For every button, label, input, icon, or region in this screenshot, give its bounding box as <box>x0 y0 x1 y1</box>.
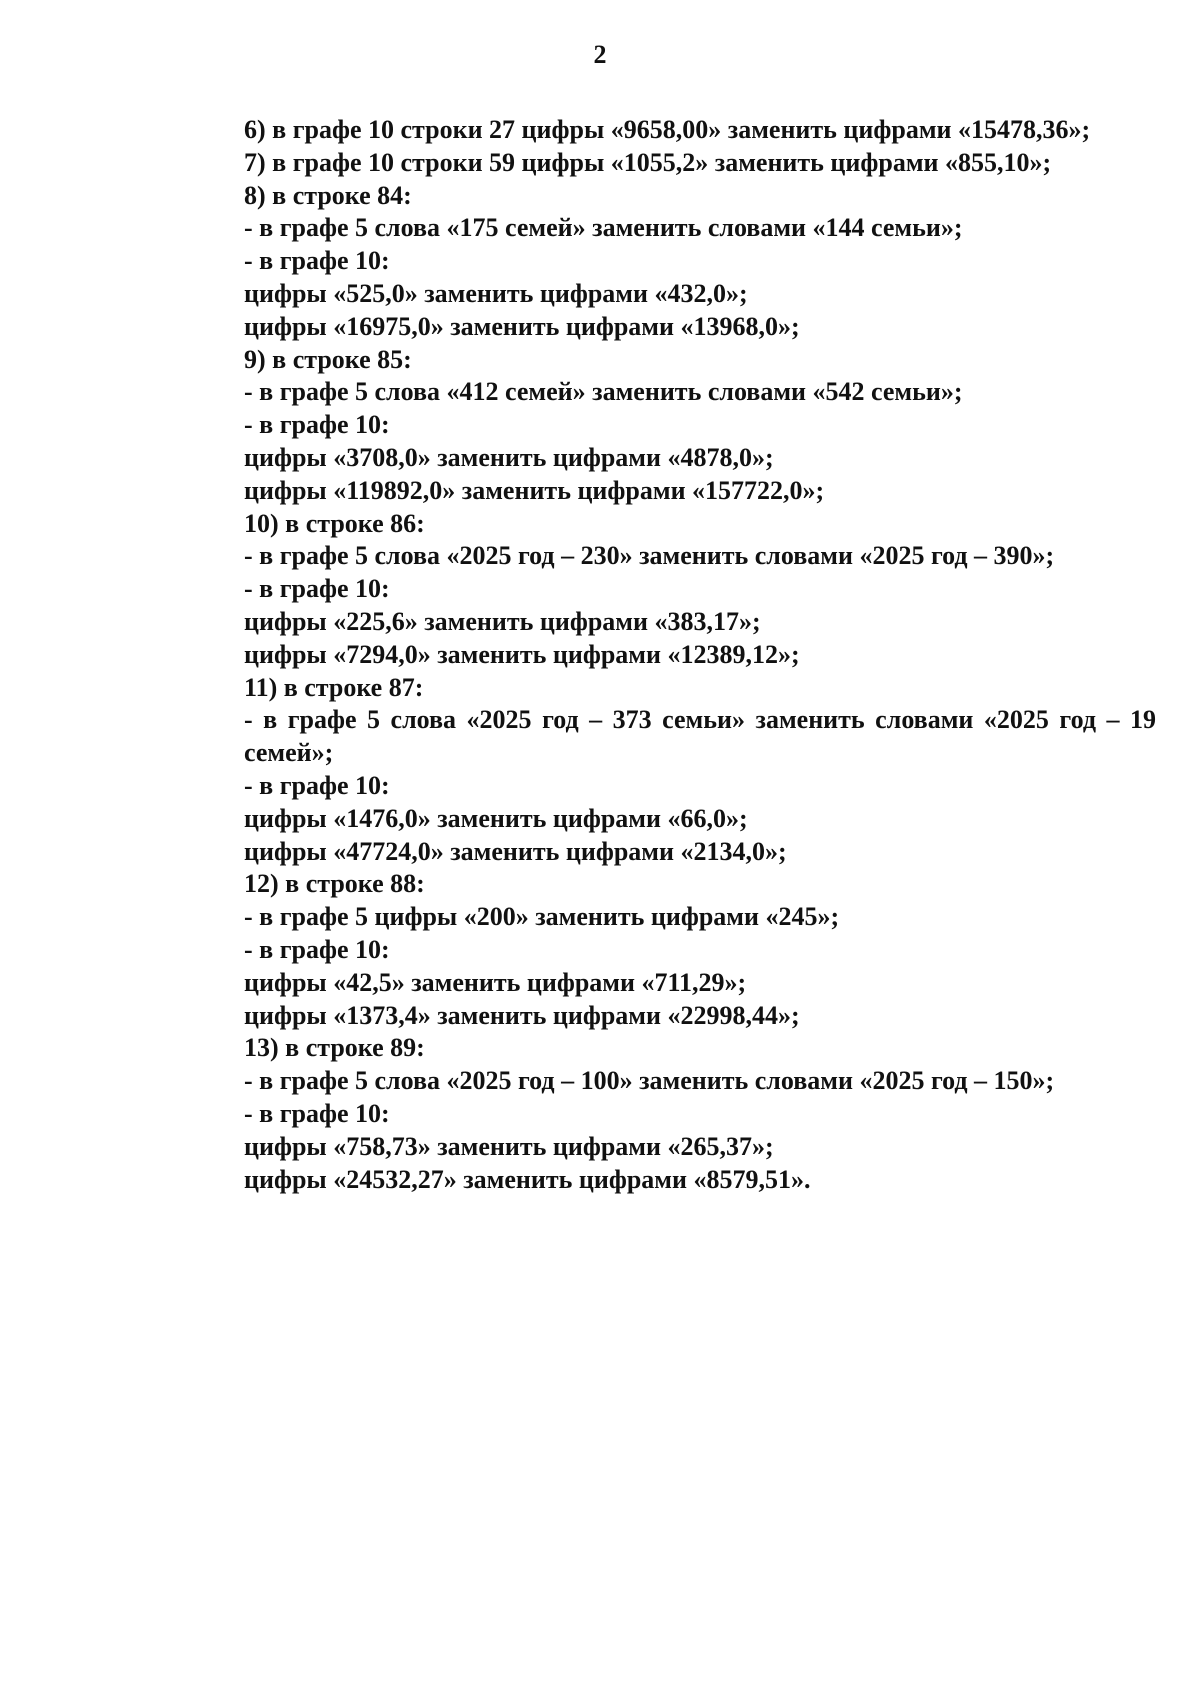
paragraph-line: 6) в графе 10 строки 27 цифры «9658,00» заменить цифрами «15478,36»; <box>244 115 1091 144</box>
paragraph-line: 10) в строке 86: <box>244 508 425 538</box>
paragraph-line-wrapped: - в графе 5 слова «2025 год – 373 семьи» заменить словами «2025 год – 19 семей»; <box>244 705 1156 768</box>
paragraph-line: цифры «16975,0» заменить цифрами «13968,0»; <box>244 311 800 341</box>
paragraph-line: цифры «42,5» заменить цифрами «711,29»; <box>244 967 747 997</box>
paragraph-line: цифры «3708,0» заменить цифрами «4878,0»; <box>244 442 774 472</box>
paragraph-line: цифры «1476,0» заменить цифрами «66,0»; <box>244 803 748 833</box>
paragraph-line: - в графе 5 слова «175 семей» заменить словами «144 семьи»; <box>244 213 963 243</box>
paragraph-line: - в графе 10: <box>244 246 390 276</box>
paragraph-line: цифры «225,6» заменить цифрами «383,17»; <box>244 606 761 636</box>
paragraph-line: цифры «24532,27» заменить цифрами «8579,51». <box>244 1164 811 1194</box>
amendments-text <box>172 114 1156 1196</box>
paragraph-line: - в графе 10: <box>244 1098 390 1128</box>
page-number: 2 <box>593 40 607 69</box>
paragraph-line: - в графе 5 цифры «200» заменить цифрами «245»; <box>244 902 840 932</box>
paragraph-line: цифры «525,0» заменить цифрами «432,0»; <box>244 278 748 308</box>
paragraph-line: цифры «758,73» заменить цифрами «265,37»; <box>244 1131 774 1161</box>
paragraph-line: 8) в строке 84: <box>244 180 412 210</box>
paragraph-line: 11) в строке 87: <box>244 672 424 702</box>
paragraph-line: - в графе 5 слова «2025 год – 100» заменить словами «2025 год – 150»; <box>244 1066 1055 1096</box>
paragraph-line: цифры «119892,0» заменить цифрами «157722,0»; <box>244 475 825 505</box>
paragraph-line: 12) в строке 88: <box>244 869 425 899</box>
paragraph-line: цифры «1373,4» заменить цифрами «22998,44»; <box>244 1000 800 1030</box>
paragraph-line: - в графе 10: <box>244 934 390 964</box>
paragraph-line: 9) в строке 85: <box>244 344 412 374</box>
paragraph-line: - в графе 10: <box>244 770 390 800</box>
paragraph-line: 7) в графе 10 строки 59 цифры «1055,2» заменить цифрами «855,10»; <box>244 147 1052 177</box>
paragraph-line: - в графе 10: <box>244 574 390 604</box>
paragraph-line: - в графе 10: <box>244 410 390 440</box>
paragraph-line: цифры «7294,0» заменить цифрами «12389,12»; <box>244 639 800 669</box>
paragraph-line: - в графе 5 слова «412 семей» заменить словами «542 семьи»; <box>244 377 963 407</box>
paragraph-line: 13) в строке 89: <box>244 1033 425 1063</box>
paragraph-line: - в графе 5 слова «2025 год – 230» заменить словами «2025 год – 390»; <box>244 541 1055 571</box>
paragraph-line: цифры «47724,0» заменить цифрами «2134,0»; <box>244 836 787 866</box>
